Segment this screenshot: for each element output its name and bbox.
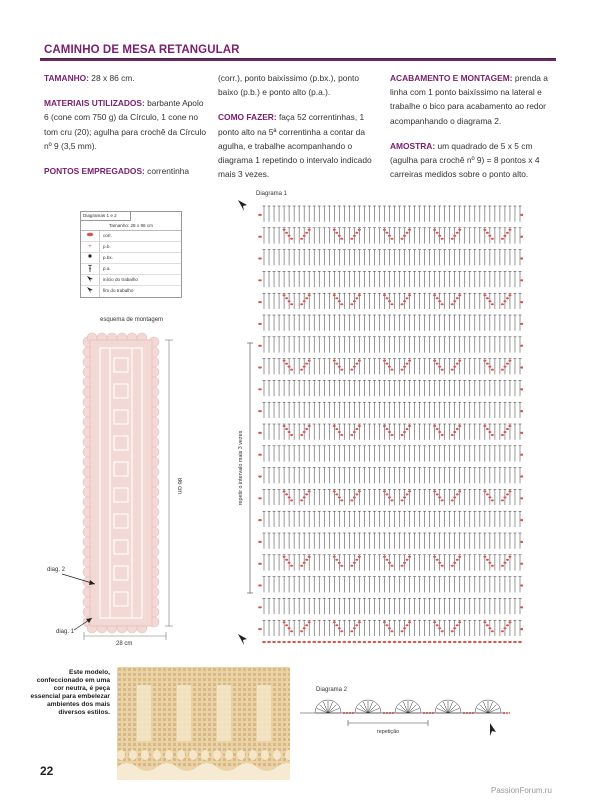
crochet-texture-image — [117, 667, 290, 780]
stitches-label: PONTOS EMPREGADOS: — [44, 166, 145, 177]
instructions-label: COMO FAZER: — [218, 112, 277, 123]
scallop-edging — [300, 700, 510, 714]
gauge-label: AMOSTRA: — [390, 140, 436, 151]
instructions-paragraph — [218, 110, 380, 181]
stitches-paragraph — [44, 164, 206, 178]
size-label: TAMANHO: — [44, 73, 89, 83]
finishing-paragraph — [390, 71, 554, 128]
size-paragraph — [44, 71, 206, 85]
crochet-photo — [117, 667, 290, 780]
diagram-2-chart — [300, 693, 510, 743]
legend-label: corr. — [103, 233, 112, 238]
text-column-3 — [390, 71, 554, 192]
diagram-1-chart — [238, 198, 523, 648]
stitch-legend — [80, 211, 182, 298]
stitches-text: correntinha — [144, 166, 190, 177]
legend-title: Diagramas 1 e 2 — [81, 212, 131, 221]
schematic-title: esquema de montagem — [100, 317, 164, 323]
width-label: 28 cm — [116, 641, 133, 647]
double-crochet-icon — [83, 264, 97, 274]
article-title: CAMINHO DE MESA RETANGULAR — [44, 44, 240, 56]
height-label: 86 cm — [176, 477, 182, 495]
stitches-continued: (corr.), ponto baixíssimo (p.bx.), ponto baixo (p.b.) e ponto alto (p.a.). — [218, 73, 360, 98]
photo-caption: Este modelo, confeccionado em uma cor neutra, é peça essencial para embelezar ambientes dos mais diversos estilos. — [30, 669, 110, 716]
title-rule-accent — [40, 59, 556, 61]
legend-subtitle: Tamanho: 28 x 86 cm — [81, 222, 181, 231]
instructions-text: faça 52 correntinhas, 1 ponto alto na 5ª correntinha a contar da agulha, e trabalhe acompanhando o diagrama 1 repetindo o intervalo indicado mais 3 vezes. — [218, 112, 372, 180]
materials-label: MATERIAIS UTILIZADOS: — [44, 98, 145, 109]
text-column-2 — [218, 71, 380, 192]
diag1-label: diag. 1 — [56, 629, 75, 635]
end-arrow-icon — [83, 286, 97, 296]
materials-text: barbante Apolo 6 (cone com 750 g) da Círculo, 1 cone no tom cru (20); agulha para crochê da Círculo nº 9 (3,5 mm). — [44, 98, 206, 151]
legend-label: p.bx. — [103, 255, 113, 260]
materials-paragraph — [44, 96, 206, 153]
legend-row — [81, 286, 181, 296]
legend-label: fim do trabalho — [103, 288, 134, 293]
finishing-label: ACABAMENTO E MONTAGEM: — [390, 73, 513, 83]
diag2-label: diag. 2 — [47, 567, 66, 573]
legend-row — [81, 275, 181, 286]
legend-row — [81, 242, 181, 253]
legend-row — [81, 253, 181, 264]
start-arrow-icon — [83, 275, 97, 285]
legend-row — [81, 231, 181, 242]
finishing-text: prenda a linha com 1 ponto baixíssimo na lateral e trabalhe o bico para acabamento ao redor acompanhando o diagrama 2. — [390, 73, 548, 126]
end-arrow-icon — [238, 200, 247, 211]
legend-label: início do trabalho — [103, 277, 138, 282]
diagram1-title: Diagrama 1 — [256, 191, 288, 197]
stitch-grid — [258, 206, 523, 643]
callout-arrows — [40, 560, 120, 640]
size-text: 28 x 86 cm. — [88, 73, 135, 83]
repetition-label: repetição — [376, 729, 400, 735]
gauge-paragraph — [390, 139, 554, 182]
slip-stitch-dot-icon — [83, 253, 97, 263]
gauge-text: um quadrado de 5 x 5 cm (agulha para crochê nº 9) = 8 pontos x 4 carreiras medidos sobre o ponto alto. — [390, 140, 540, 180]
start-arrow-icon — [490, 723, 496, 736]
repeat-label: repetir o intervalo mais 3 vezes — [238, 430, 244, 506]
chain-oval-icon — [83, 231, 97, 241]
diagram2-title: Diagrama 2 — [316, 687, 348, 693]
legend-label: p.a. — [103, 266, 111, 271]
text-column-1 — [44, 71, 206, 189]
legend-label: p.b. — [103, 244, 111, 249]
legend-row — [81, 264, 181, 275]
start-arrow-icon — [238, 634, 247, 645]
page-number: 22 — [40, 764, 54, 778]
footer-watermark: PassionForum.ru — [491, 786, 552, 795]
single-crochet-icon: + — [88, 244, 92, 250]
